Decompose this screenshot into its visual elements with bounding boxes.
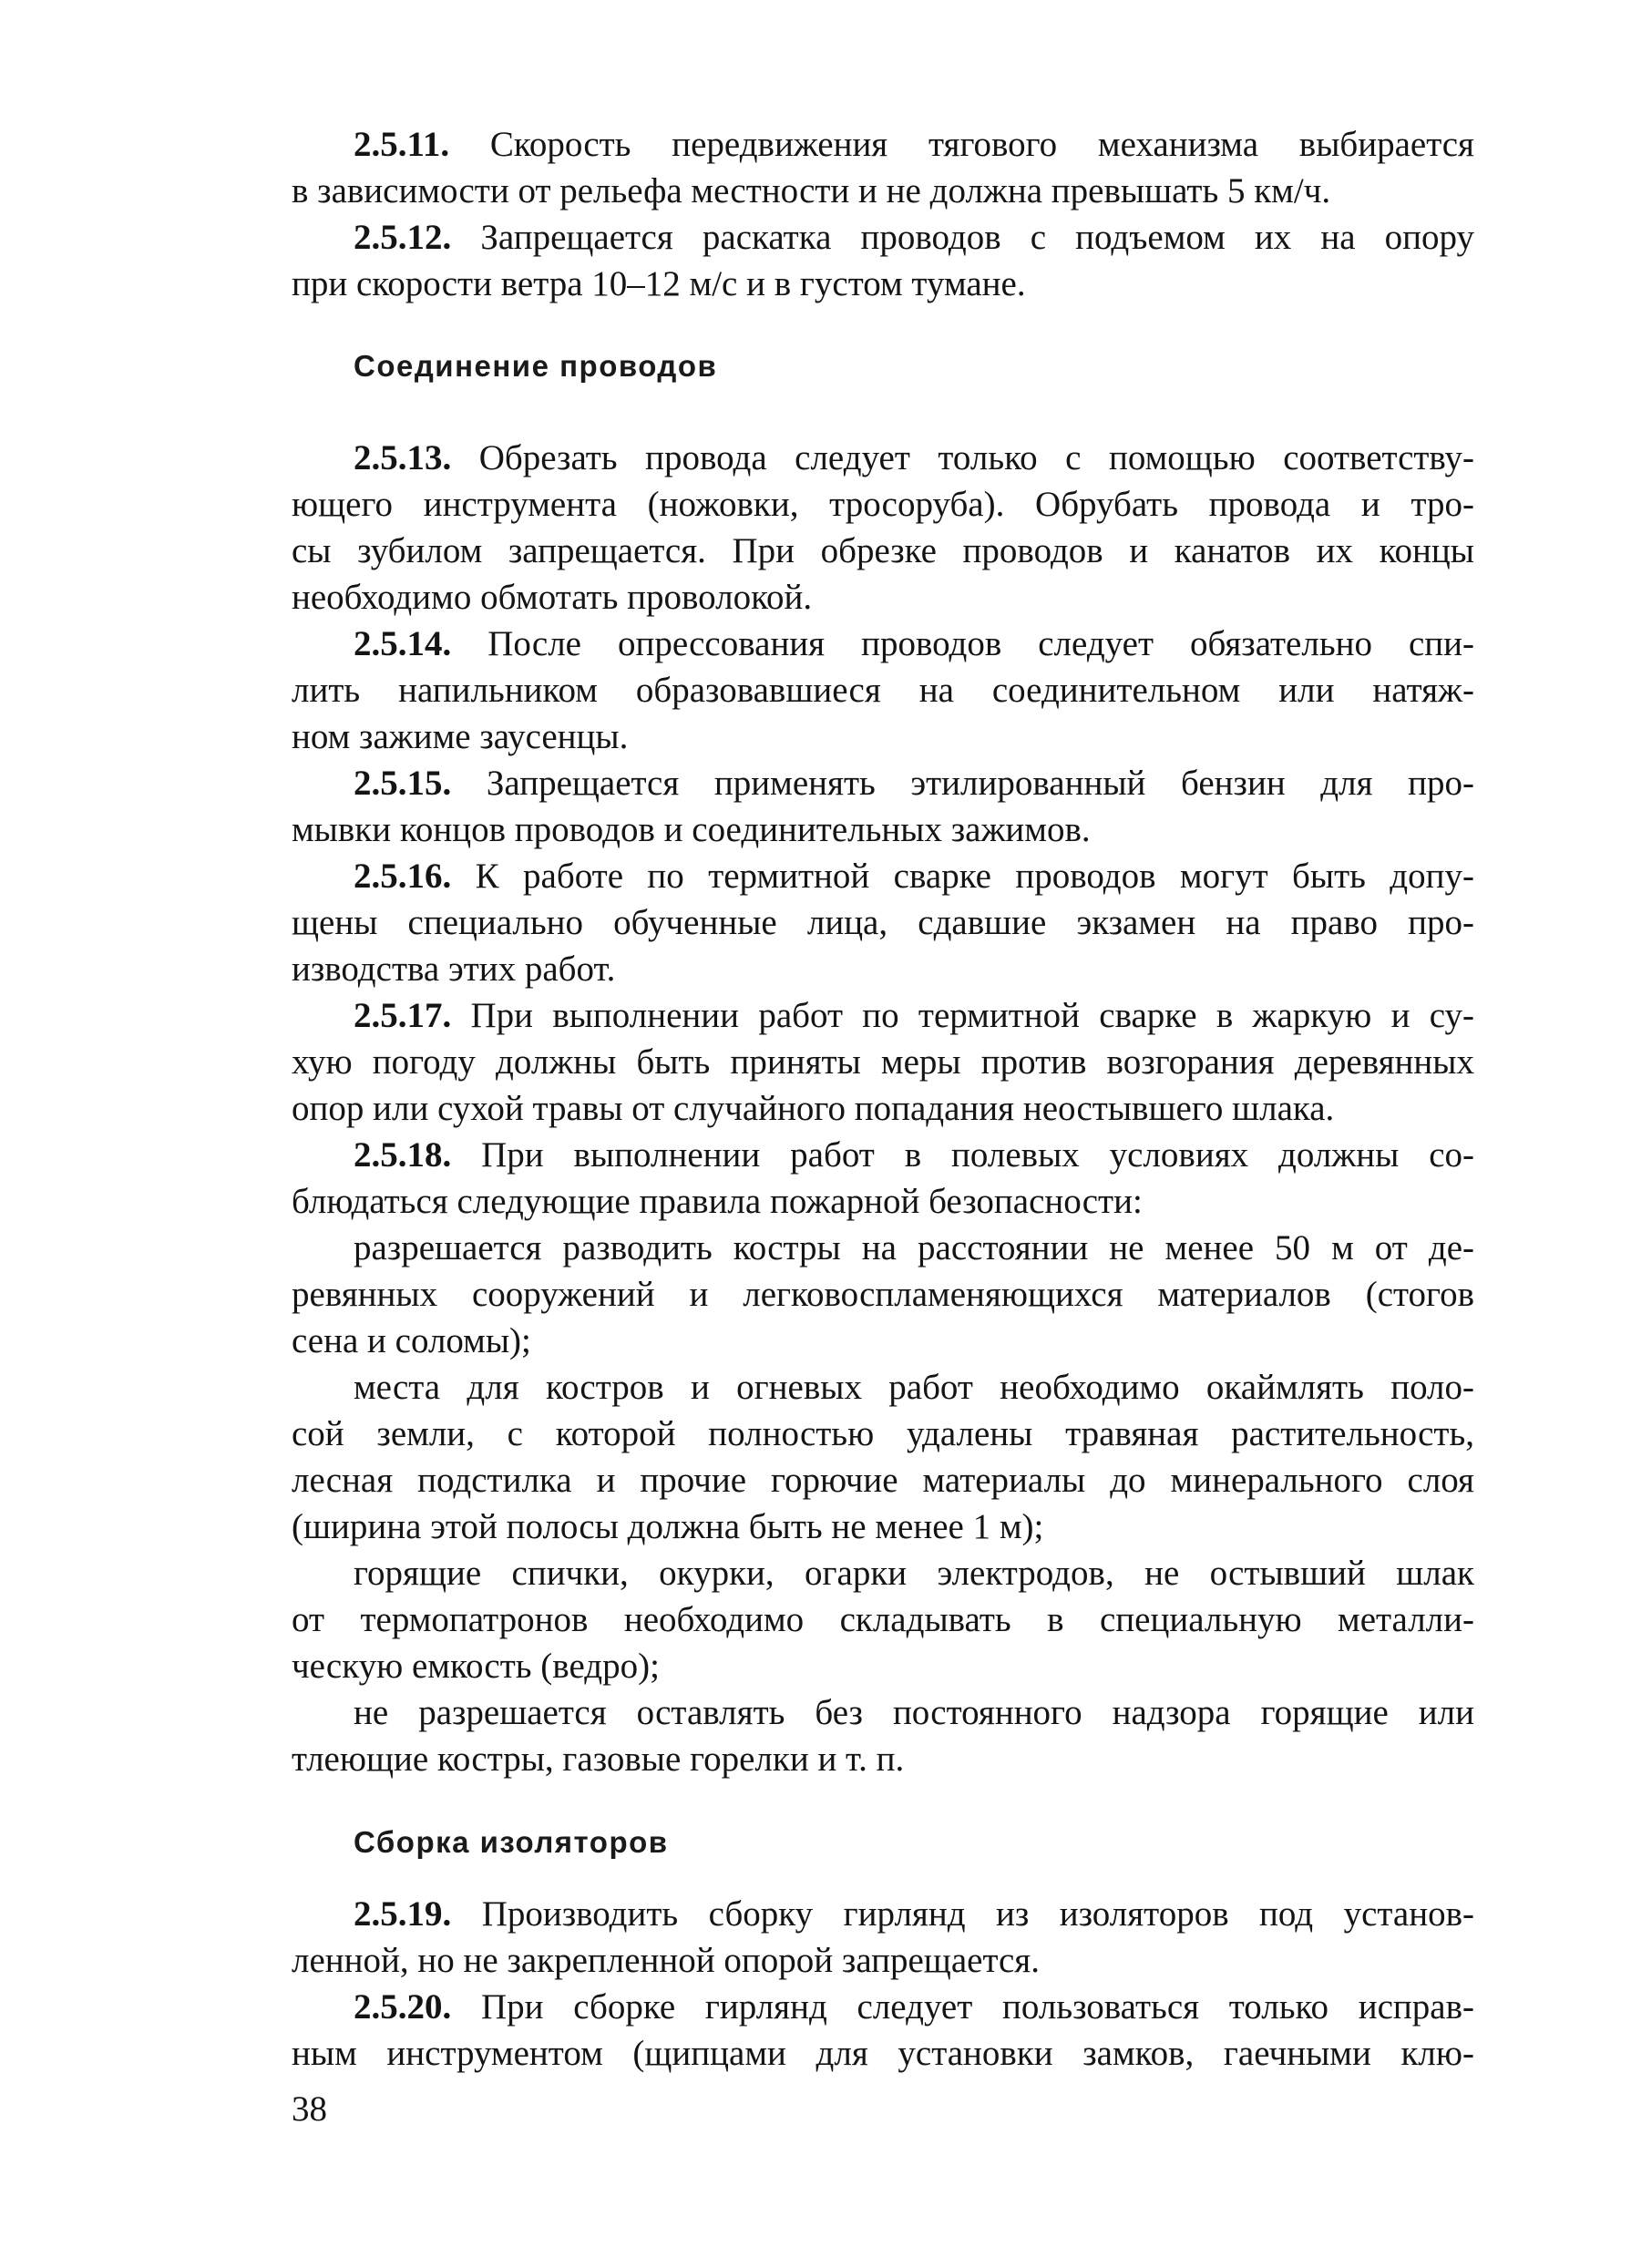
paragraph-line: опор или сухой травы от случайного попадания неостывшего шлака. (292, 1089, 1335, 1128)
paragraph-line: ном зажиме заусенцы. (292, 717, 629, 756)
paragraph-2-5-19: 2.5.19. Производить сборку гирлянд из изоляторов под установ- (354, 1894, 1475, 1934)
paragraph-2-5-15: 2.5.15. Запрещается применять этилированный бензин для про- (354, 764, 1475, 803)
paragraph-2-5-20: 2.5.20. При сборке гирлянд следует пользоваться только исправ- (354, 1987, 1474, 2027)
paragraph-line: (ширина этой полосы должна быть не менее 1 м); (292, 1507, 1044, 1546)
paragraph-line: изводства этих работ. (292, 949, 616, 989)
paragraph-line: тлеющие костры, газовые горелки и т. п. (292, 1739, 905, 1779)
paragraph-line: ленной, но не закрепленной опорой запрещается. (292, 1941, 1040, 1980)
paragraph-2-5-14: 2.5.14. После опрессования проводов следует обязательно спи- (354, 624, 1474, 663)
paragraph-2-5-16: 2.5.16. К работе по термитной сварке проводов могут быть допу- (354, 857, 1474, 896)
paragraph-2-5-11: 2.5.11. Скорость передвижения тягового механизма выбирается (354, 125, 1474, 164)
paragraph-line: ческую емкость (ведро); (292, 1647, 660, 1686)
section-heading-wire-joining: Соединение проводов (354, 349, 718, 383)
paragraph-2-5-17: 2.5.17. При выполнении работ по термитной сварке в жаркую и су- (354, 996, 1474, 1035)
paragraph-line: сена и соломы); (292, 1321, 531, 1360)
paragraph-line: от термопатронов необходимо складывать в специальную металли- (292, 1600, 1474, 1639)
list-item: горящие спички, окурки, огарки электродов, не остывший шлак (354, 1554, 1474, 1593)
page-number: 38 (292, 2089, 327, 2129)
paragraph-2-5-12: 2.5.12. Запрещается раскатка проводов с подъемом их на опору (354, 218, 1475, 257)
paragraph-line: лесная подстилка и прочие горючие материалы до минерального слоя (292, 1461, 1474, 1500)
paragraph-line: ющего инструмента (ножовки, тросоруба). Обрубать провода и тро- (292, 485, 1474, 524)
paragraph-line: мывки концов проводов и соединительных зажимов. (292, 810, 1091, 849)
list-item: разрешается разводить костры на расстоянии не менее 50 м от де- (354, 1228, 1474, 1267)
paragraph-line: необходимо обмотать проволокой. (292, 578, 813, 617)
paragraph-line: блюдаться следующие правила пожарной безопасности: (292, 1182, 1143, 1221)
paragraph-line: щены специально обученные лица, сдавшие экзамен на право про- (292, 903, 1474, 942)
paragraph-line: сы зубилом запрещается. При обрезке проводов и канатов их концы (292, 531, 1474, 570)
paragraph-line: сой земли, с которой полностью удалены травяная растительность, (292, 1414, 1474, 1453)
paragraph-line: ным инструментом (щипцами для установки замков, гаечными клю- (292, 2034, 1474, 2073)
list-item: места для костров и огневых работ необходимо окаймлять поло- (354, 1368, 1474, 1407)
paragraph-line: хую погоду должны быть приняты меры против возгорания деревянных (292, 1042, 1474, 1082)
list-item: не разрешается оставлять без постоянного надзора горящие или (354, 1693, 1474, 1732)
paragraph-2-5-13: 2.5.13. Обрезать провода следует только с помощью соответству- (354, 438, 1474, 477)
paragraph-line: при скорости ветра 10–12 м/с и в густом тумане. (292, 264, 1026, 303)
paragraph-line: в зависимости от рельефа местности и не должна превышать 5 км/ч. (292, 171, 1331, 210)
section-heading-insulator-assembly: Сборка изоляторов (354, 1825, 669, 1859)
paragraph-line: ревянных сооружений и легковоспламеняющихся материалов (стогов (292, 1275, 1474, 1314)
paragraph-2-5-18: 2.5.18. При выполнении работ в полевых условиях должны со- (354, 1135, 1475, 1175)
paragraph-line: лить напильником образовавшиеся на соединительном или натяж- (292, 671, 1474, 710)
